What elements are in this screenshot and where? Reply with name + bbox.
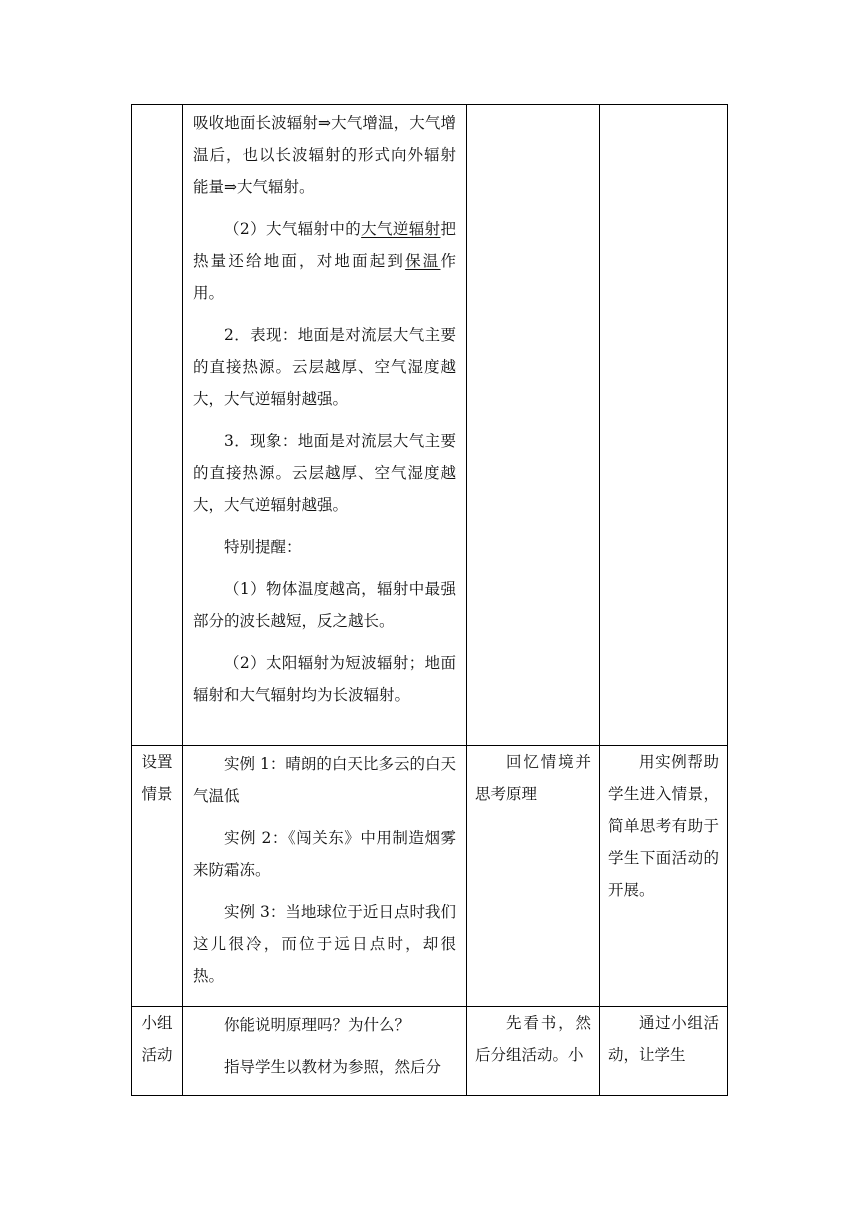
design-intent-cell	[600, 105, 728, 746]
table-row	[132, 105, 728, 746]
lesson-plan-table	[131, 104, 728, 1096]
table-row	[132, 1007, 728, 1096]
paragraph: （1）物体温度越高，辐射中最强部分的波长越短，反之越长。	[193, 580, 456, 630]
student-activity-cell	[467, 105, 600, 746]
paragraph: 用实例帮助学生进入情景，简单思考有助于学生下面活动的开展。	[608, 753, 719, 899]
stage-cell	[132, 746, 183, 1007]
student-activity-cell	[467, 1007, 600, 1096]
paragraph: 3．现象：地面是对流层大气主要的直接热源。云层越厚、空气湿度越大，大气逆辐射越强。	[193, 432, 456, 514]
paragraph: 实例 3：当地球位于近日点时我们这儿很冷，而位于远日点时，却很热。	[193, 903, 456, 985]
paragraph: （2）太阳辐射为短波辐射；地面辐射和大气辐射均为长波辐射。	[193, 654, 456, 704]
stage-label: 设置情景	[141, 753, 173, 803]
design-intent-cell	[600, 1007, 728, 1096]
paragraph: 通过小组活动，让学生	[608, 1014, 719, 1064]
paragraph: 你能说明原理吗？为什么？	[224, 1016, 411, 1034]
paragraph: 特别提醒：	[224, 538, 302, 556]
underlined-term: 保温	[405, 252, 441, 270]
stage-cell	[132, 1007, 183, 1096]
teacher-activity-cell	[183, 746, 467, 1007]
paragraph: 吸收地面长波辐射⇒大气增温，大气增温后，也以长波辐射的形式向外辐射能量⇒大气辐射。	[193, 114, 456, 196]
paragraph: 指导学生以教材为参照，然后分	[224, 1058, 442, 1076]
student-activity-cell	[467, 746, 600, 1007]
paragraph: 实例 2：《闯关东》中用制造烟雾来防霜冻。	[193, 829, 456, 879]
table-row	[132, 746, 728, 1007]
stage-label: 小组活动	[141, 1014, 173, 1064]
teacher-activity-cell	[183, 105, 467, 746]
design-intent-cell	[600, 746, 728, 1007]
underlined-term: 大气逆辐射	[361, 220, 441, 238]
paragraph: 2．表现：地面是对流层大气主要的直接热源。云层越厚、空气湿度越大，大气逆辐射越强。	[193, 326, 456, 408]
paragraph: （2）大气辐射中的大气逆辐射把热量还给地面，对地面起到保温作用。	[193, 220, 456, 302]
stage-cell	[132, 105, 183, 746]
teacher-activity-cell	[183, 1007, 467, 1096]
paragraph: 实例 1：晴朗的白天比多云的白天气温低	[193, 755, 456, 805]
paragraph: 回忆情境并思考原理	[475, 753, 591, 803]
paragraph: 先看书，然后分组活动。小	[475, 1014, 591, 1064]
